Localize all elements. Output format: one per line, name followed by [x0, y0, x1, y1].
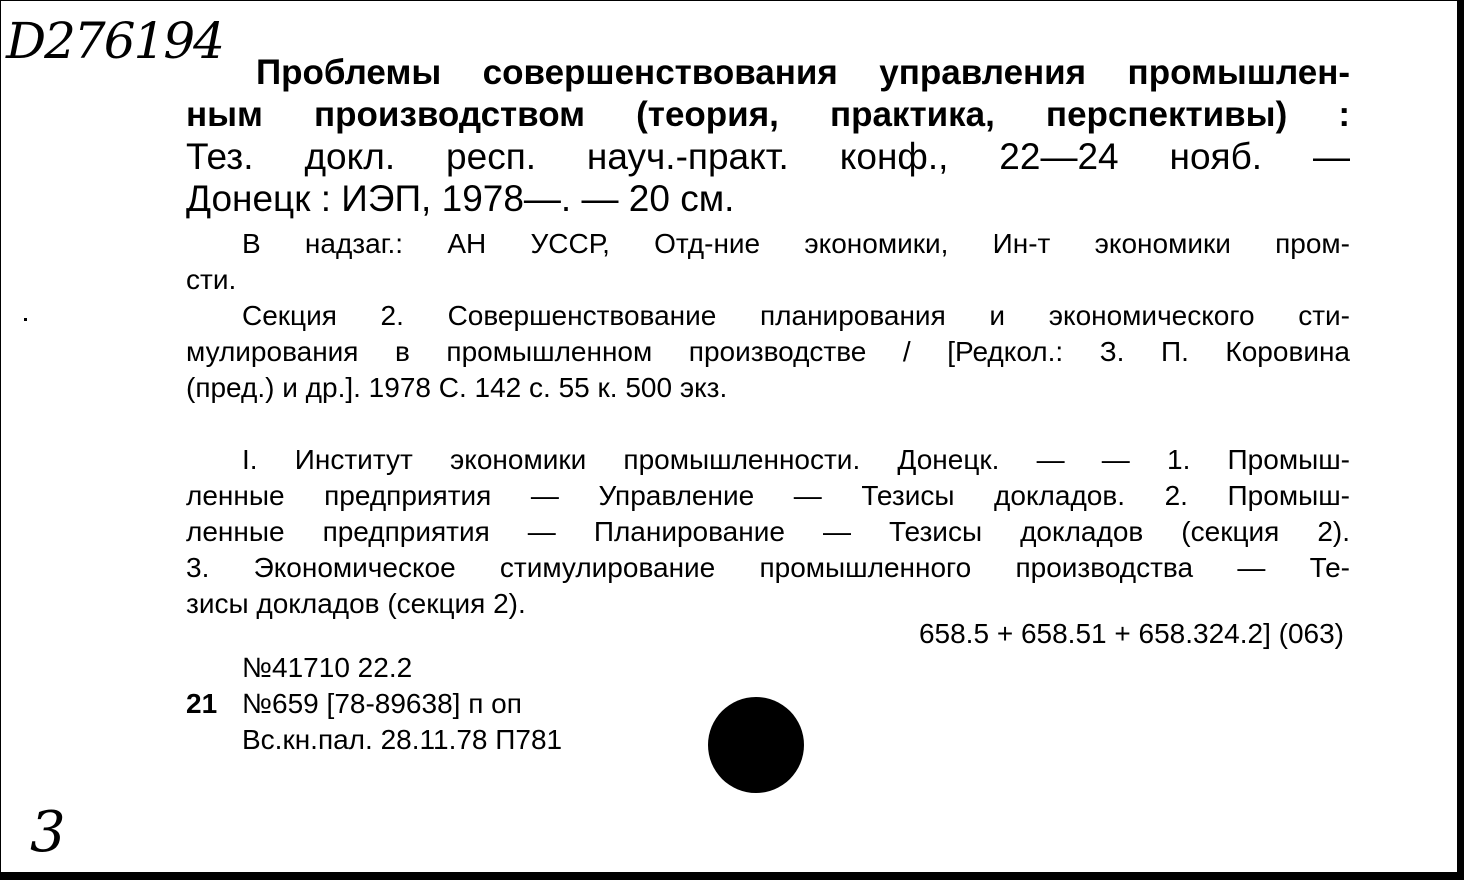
- udc-classification: 658.5 + 658.51 + 658.324.2] (063): [918, 618, 1344, 649]
- subjects-line-1: I. Институт экономики промышленности. Донецк. — — 1. Промыш-: [242, 444, 1350, 475]
- note-line-1: В надзаг.: АН УССР, Отд-ние экономики, Ин-т экономики пром-: [242, 228, 1350, 259]
- codes-line-2: [186, 686, 562, 722]
- section-line-2: мулирования в промышленном производстве / [Редкол.: З. П. Коровина: [186, 336, 1350, 367]
- card-edge-bottom: [0, 872, 1464, 880]
- subject-headings: [186, 442, 1350, 622]
- title-line-2: ным производством (теория, практика, перспективы) :: [186, 95, 1350, 134]
- header-note: [186, 226, 1350, 298]
- registry-codes: [186, 650, 562, 758]
- handwritten-shelfmark: D276194: [6, 12, 223, 70]
- codes-line-3: [186, 722, 562, 758]
- codes-line-1-text: №41710 22.2: [242, 652, 413, 683]
- section-line-3: (пред.) и др.]. 1978 С. 142 с. 55 к. 500 экз.: [186, 372, 728, 403]
- codes-line-2-text: №659 [78-89638] п оп: [242, 688, 522, 719]
- section-description: [186, 298, 1350, 406]
- subjects-line-3: ленные предприятия — Планирование — Тезисы докладов (секция 2).: [186, 516, 1350, 547]
- card-subtitle: [186, 136, 1350, 220]
- codes-line-1: [186, 650, 562, 686]
- card-title: [186, 52, 1350, 136]
- handwritten-page-number: 3: [30, 800, 66, 865]
- card-edge-right: [1457, 0, 1464, 880]
- note-line-2: сти.: [186, 264, 237, 295]
- subjects-line-4: 3. Экономическое стимулирование промышленного производства — Те-: [186, 552, 1350, 583]
- subtitle-line-1: Тез. докл. респ. науч.-практ. конф., 22—24 нояб. —: [186, 136, 1350, 177]
- subjects-line-5: зисы докладов (секция 2).: [186, 588, 526, 619]
- section-line-1: Секция 2. Совершенствование планирования и экономического сти-: [242, 300, 1350, 331]
- subtitle-line-2: Донецк : ИЭП, 1978—. — 20 см.: [186, 178, 735, 219]
- title-line-1: Проблемы совершенствования управления промышлен-: [256, 53, 1350, 92]
- subjects-line-2: ленные предприятия — Управление — Тезисы докладов. 2. Промыш-: [186, 480, 1350, 511]
- scan-speck: [24, 318, 27, 321]
- codes-line-3-text: Вс.кн.пал. 28.11.78 П781: [242, 724, 563, 755]
- codes-prefix: 21: [186, 688, 218, 719]
- punch-hole: [708, 697, 804, 793]
